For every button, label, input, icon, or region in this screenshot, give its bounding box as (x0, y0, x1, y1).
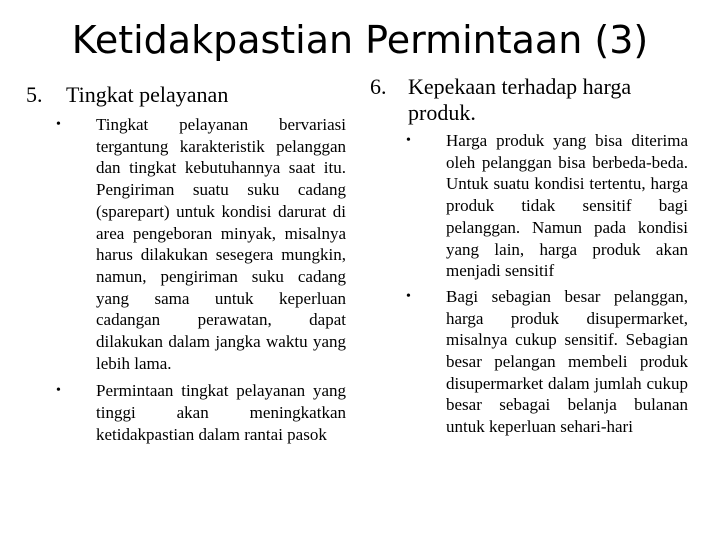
bullet-text: Harga produk yang bisa diterima oleh pelanggan bisa berbeda-beda. Untuk suatu kondisi tertentu, harga produk tidak sensitif bagi pelanggan. Namun pada kondisi yang lain, harga produk akan menjadi sensitif (446, 131, 688, 281)
bullet-icon: • (56, 383, 61, 399)
bullet-icon: • (406, 133, 411, 148)
bullet-text: Bagi sebagian besar pelanggan, harga produk disupermarket, misalnya cukup sensitif. Sebagian besar pelangan membeli produk disupermarket dalam jumlah cukup besar sebagai belanja bulanan untuk keperluan sehari-hari (446, 286, 688, 437)
slide-title: Ketidakpastian Permintaan (3) (71, 18, 649, 62)
bullet-icon: • (56, 117, 61, 132)
section-number: 6. (370, 74, 387, 99)
left-column (26, 82, 346, 446)
list-item (26, 380, 346, 445)
section-heading-text: Kepekaan terhadap harga produk. (408, 74, 632, 125)
section-heading-5 (26, 82, 346, 108)
section-heading-6 (370, 74, 688, 126)
bullet-list (370, 130, 688, 438)
right-column (370, 74, 688, 438)
list-item (370, 286, 688, 438)
list-item (26, 114, 346, 374)
section-heading-text: Tingkat pelayanan (66, 82, 229, 107)
section-number: 5. (26, 82, 43, 107)
bullet-list (26, 114, 346, 446)
bullet-text: Tingkat pelayanan bervariasi tergantung karakteristik pelanggan dan tingkat kebutuhannya saat itu. Pengiriman suatu suku cadang (sparepart) untuk kondisi darurat di area pengeboran minyak, misalnya harus dilakukan sesegera mungkin, namun, pengiriman suku cadang yang sama untuk keperluan cadangan perawatan, dapat dilakukan dalam jangka waktu yang lebih lama. (96, 115, 346, 373)
bullet-icon: • (406, 288, 411, 304)
bullet-text: Permintaan tingkat pelayanan yang tinggi akan meningkatkan ketidakpastian dalam rantai pasok (96, 381, 346, 444)
list-item (370, 130, 688, 282)
